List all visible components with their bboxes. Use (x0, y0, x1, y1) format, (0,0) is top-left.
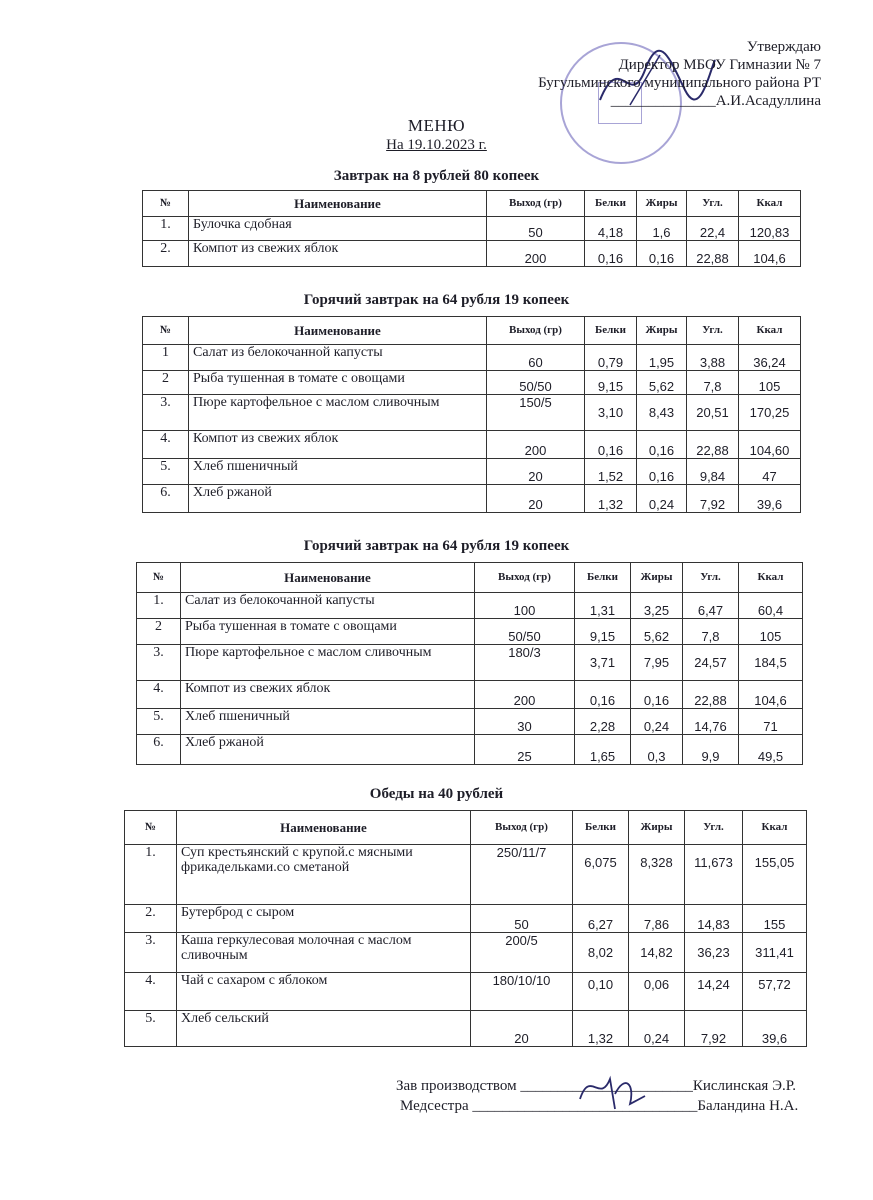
cell-fat: 0,16 (637, 241, 687, 267)
header-protein: Белки (573, 811, 629, 845)
cell-fat: 0,06 (629, 973, 685, 1011)
header-kcal: Ккал (739, 563, 803, 593)
cell-protein: 6,27 (573, 905, 629, 933)
header-fat: Жиры (637, 317, 687, 345)
cell-carbs: 7,92 (685, 1011, 743, 1047)
cell-number: 2 (137, 619, 181, 645)
cell-name: Пюре картофельное с маслом сливочным (189, 395, 487, 431)
table-row (137, 619, 803, 645)
menu-table-1 (142, 190, 801, 267)
cell-name: Чай с сахаром с яблоком (177, 973, 471, 1011)
section-2-title: Горячий завтрак на 64 рубля 19 копеек (303, 292, 570, 308)
cell-fat: 0,3 (631, 735, 683, 765)
cell-yield: 50/50 (487, 371, 585, 395)
section-1-title: Завтрак на 8 рублей 80 копеек (333, 168, 540, 184)
cell-fat: 7,86 (629, 905, 685, 933)
approval-line-1: Утверждаю (746, 39, 821, 55)
cell-kcal: 155 (743, 905, 807, 933)
table-row (125, 905, 807, 933)
cell-yield: 20 (487, 459, 585, 485)
cell-kcal: 104,60 (739, 431, 801, 459)
menu-table-4 (124, 810, 807, 1047)
cell-kcal: 39,6 (739, 485, 801, 513)
cell-fat: 5,62 (637, 371, 687, 395)
cell-name: Хлеб пшеничный (181, 709, 475, 735)
cell-protein: 0,79 (585, 345, 637, 371)
cell-carbs: 11,673 (685, 845, 743, 905)
cell-name: Хлеб пшеничный (189, 459, 487, 485)
header-carbs: Угл. (687, 317, 739, 345)
cell-kcal: 311,41 (743, 933, 807, 973)
header-fat: Жиры (637, 191, 687, 217)
cell-kcal: 71 (739, 709, 803, 735)
header-yield: Выход (гр) (487, 191, 585, 217)
cell-kcal: 184,5 (739, 645, 803, 681)
section-3-title: Горячий завтрак на 64 рубля 19 копеек (303, 538, 570, 554)
table-row (143, 431, 801, 459)
cell-carbs: 3,88 (687, 345, 739, 371)
cell-number: 1. (125, 845, 177, 905)
cell-protein: 9,15 (585, 371, 637, 395)
table-row (137, 735, 803, 765)
header-carbs: Угл. (683, 563, 739, 593)
table-row (143, 345, 801, 371)
cell-kcal: 105 (739, 619, 803, 645)
cell-number: 1. (137, 593, 181, 619)
approval-line-4: ______________А.И.Асадуллина (610, 93, 821, 109)
cell-protein: 0,16 (575, 681, 631, 709)
cell-number: 2. (125, 905, 177, 933)
menu-table-3 (136, 562, 803, 765)
table-row (137, 681, 803, 709)
header-number: № (143, 191, 189, 217)
cell-yield: 20 (471, 1011, 573, 1047)
cell-kcal: 120,83 (739, 217, 801, 241)
cell-protein: 3,71 (575, 645, 631, 681)
cell-yield: 100 (475, 593, 575, 619)
signature-line-1: Зав производством _______________________Кислинская Э.Р. (396, 1078, 796, 1094)
cell-name: Хлеб сельский (177, 1011, 471, 1047)
cell-protein: 9,15 (575, 619, 631, 645)
header-yield: Выход (гр) (475, 563, 575, 593)
cell-kcal: 105 (739, 371, 801, 395)
cell-yield: 200 (475, 681, 575, 709)
cell-number: 4. (125, 973, 177, 1011)
cell-yield: 200 (487, 241, 585, 267)
cell-name: Суп крестьянский с крупой.с мясными фрикадельками.со сметаной (177, 845, 471, 905)
cell-name: Хлеб ржаной (181, 735, 475, 765)
cell-fat: 8,328 (629, 845, 685, 905)
table-row (137, 645, 803, 681)
cell-name: Рыба тушенная в томате с овощами (181, 619, 475, 645)
cell-number: 1. (143, 217, 189, 241)
cell-kcal: 104,6 (739, 241, 801, 267)
cell-yield: 50 (471, 905, 573, 933)
header-protein: Белки (585, 317, 637, 345)
cell-name: Пюре картофельное с маслом сливочным (181, 645, 475, 681)
cell-carbs: 22,88 (683, 681, 739, 709)
cell-yield: 200 (487, 431, 585, 459)
menu-date: На 19.10.2023 г. (386, 137, 487, 153)
cell-name: Компот из свежих яблок (181, 681, 475, 709)
header-carbs: Угл. (687, 191, 739, 217)
cell-protein: 3,10 (585, 395, 637, 431)
cell-name: Компот из свежих яблок (189, 431, 487, 459)
approval-line-2: Директор МБОУ Гимназии № 7 (618, 57, 821, 73)
cell-number: 5. (143, 459, 189, 485)
header-kcal: Ккал (743, 811, 807, 845)
cell-name: Рыба тушенная в томате с овощами (189, 371, 487, 395)
cell-carbs: 14,24 (685, 973, 743, 1011)
cell-number: 2 (143, 371, 189, 395)
cell-kcal: 155,05 (743, 845, 807, 905)
cell-kcal: 170,25 (739, 395, 801, 431)
cell-fat: 0,16 (637, 431, 687, 459)
header-carbs: Угл. (685, 811, 743, 845)
header-yield: Выход (гр) (487, 317, 585, 345)
cell-kcal: 39,6 (743, 1011, 807, 1047)
cell-carbs: 20,51 (687, 395, 739, 431)
cell-carbs: 14,83 (685, 905, 743, 933)
cell-fat: 1,95 (637, 345, 687, 371)
header-number: № (137, 563, 181, 593)
cell-number: 2. (143, 241, 189, 267)
cell-name: Салат из белокочанной капусты (181, 593, 475, 619)
header-name: Наименование (189, 191, 487, 217)
header-name: Наименование (189, 317, 487, 345)
cell-fat: 0,16 (637, 459, 687, 485)
production-signature (570, 1064, 650, 1116)
table-row (125, 933, 807, 973)
header-number: № (143, 317, 189, 345)
cell-number: 6. (137, 735, 181, 765)
cell-carbs: 14,76 (683, 709, 739, 735)
table-row (143, 485, 801, 513)
cell-fat: 5,62 (631, 619, 683, 645)
header-fat: Жиры (631, 563, 683, 593)
cell-protein: 6,075 (573, 845, 629, 905)
cell-protein: 1,32 (585, 485, 637, 513)
table-header (125, 811, 807, 845)
cell-number: 3. (125, 933, 177, 973)
cell-kcal: 104,6 (739, 681, 803, 709)
header-protein: Белки (585, 191, 637, 217)
approval-line-3: Бугульминского муниципального района РТ (538, 75, 821, 91)
header-protein: Белки (575, 563, 631, 593)
cell-carbs: 22,4 (687, 217, 739, 241)
cell-fat: 0,16 (631, 681, 683, 709)
cell-yield: 30 (475, 709, 575, 735)
cell-fat: 1,6 (637, 217, 687, 241)
header-kcal: Ккал (739, 317, 801, 345)
cell-fat: 0,24 (637, 485, 687, 513)
cell-kcal: 36,24 (739, 345, 801, 371)
table-header (143, 317, 801, 345)
cell-yield: 25 (475, 735, 575, 765)
header-kcal: Ккал (739, 191, 801, 217)
cell-kcal: 47 (739, 459, 801, 485)
cell-number: 5. (137, 709, 181, 735)
table-row (143, 371, 801, 395)
cell-protein: 0,16 (585, 431, 637, 459)
menu-table-2 (142, 316, 801, 513)
cell-fat: 3,25 (631, 593, 683, 619)
cell-protein: 1,65 (575, 735, 631, 765)
table-row (143, 459, 801, 485)
section-4-title: Обеды на 40 рублей (369, 786, 504, 802)
approval-block (538, 38, 821, 110)
cell-protein: 8,02 (573, 933, 629, 973)
cell-yield: 250/11/7 (471, 845, 573, 905)
table-row (137, 709, 803, 735)
cell-yield: 180/3 (475, 645, 575, 681)
table-row (143, 395, 801, 431)
cell-protein: 1,32 (573, 1011, 629, 1047)
table-row (143, 241, 801, 267)
cell-carbs: 7,8 (683, 619, 739, 645)
cell-yield: 50/50 (475, 619, 575, 645)
signature-line-2: Медсестра ______________________________Баландина Н.А. (400, 1098, 799, 1114)
cell-number: 6. (143, 485, 189, 513)
cell-carbs: 7,8 (687, 371, 739, 395)
table-header (143, 191, 801, 217)
cell-carbs: 24,57 (683, 645, 739, 681)
cell-name: Салат из белокочанной капусты (189, 345, 487, 371)
cell-protein: 1,52 (585, 459, 637, 485)
cell-carbs: 22,88 (687, 431, 739, 459)
cell-fat: 8,43 (637, 395, 687, 431)
header-name: Наименование (181, 563, 475, 593)
page-title: МЕНЮ (407, 116, 466, 135)
cell-fat: 0,24 (631, 709, 683, 735)
cell-number: 4. (137, 681, 181, 709)
cell-yield: 200/5 (471, 933, 573, 973)
cell-number: 3. (137, 645, 181, 681)
cell-number: 5. (125, 1011, 177, 1047)
table-row (125, 1011, 807, 1047)
cell-protein: 0,16 (585, 241, 637, 267)
cell-number: 3. (143, 395, 189, 431)
cell-kcal: 60,4 (739, 593, 803, 619)
table-row (137, 593, 803, 619)
cell-carbs: 9,9 (683, 735, 739, 765)
cell-yield: 60 (487, 345, 585, 371)
cell-yield: 150/5 (487, 395, 585, 431)
cell-carbs: 22,88 (687, 241, 739, 267)
table-header (137, 563, 803, 593)
cell-protein: 1,31 (575, 593, 631, 619)
cell-name: Компот из свежих яблок (189, 241, 487, 267)
table-row (143, 217, 801, 241)
cell-fat: 14,82 (629, 933, 685, 973)
cell-name: Хлеб ржаной (189, 485, 487, 513)
cell-protein: 4,18 (585, 217, 637, 241)
cell-yield: 180/10/10 (471, 973, 573, 1011)
cell-carbs: 36,23 (685, 933, 743, 973)
cell-name: Каша геркулесовая молочная с маслом сливочным (177, 933, 471, 973)
cell-yield: 20 (487, 485, 585, 513)
cell-name: Булочка сдобная (189, 217, 487, 241)
header-yield: Выход (гр) (471, 811, 573, 845)
cell-kcal: 49,5 (739, 735, 803, 765)
cell-number: 4. (143, 431, 189, 459)
table-row (125, 845, 807, 905)
cell-yield: 50 (487, 217, 585, 241)
cell-name: Бутерброд с сыром (177, 905, 471, 933)
cell-kcal: 57,72 (743, 973, 807, 1011)
cell-fat: 7,95 (631, 645, 683, 681)
cell-carbs: 9,84 (687, 459, 739, 485)
cell-protein: 2,28 (575, 709, 631, 735)
header-number: № (125, 811, 177, 845)
cell-carbs: 6,47 (683, 593, 739, 619)
cell-carbs: 7,92 (687, 485, 739, 513)
cell-number: 1 (143, 345, 189, 371)
table-row (125, 973, 807, 1011)
header-fat: Жиры (629, 811, 685, 845)
cell-protein: 0,10 (573, 973, 629, 1011)
header-name: Наименование (177, 811, 471, 845)
cell-fat: 0,24 (629, 1011, 685, 1047)
